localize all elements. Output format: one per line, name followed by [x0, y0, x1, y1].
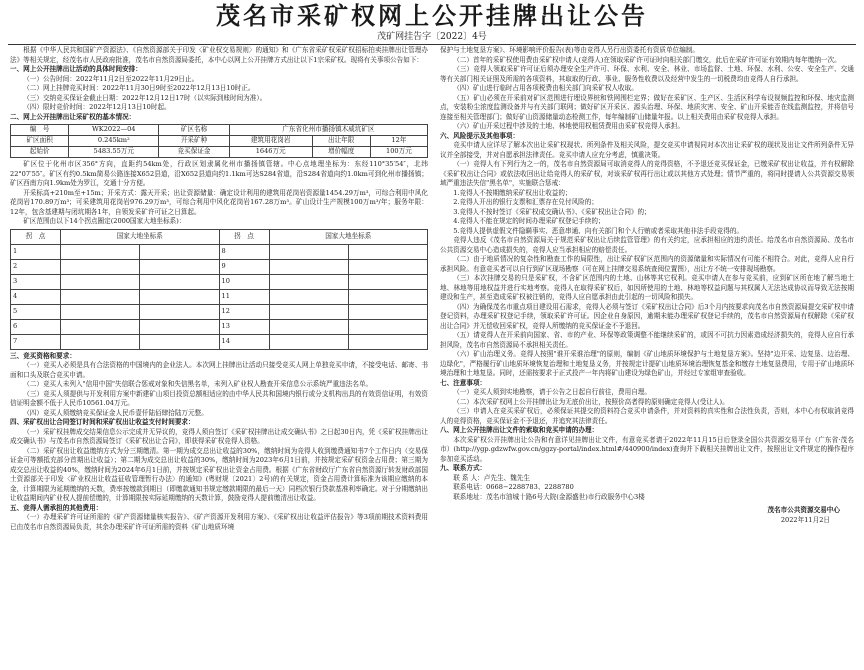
s3-item: （四）竞买人须缴纳竞买保证金人民币壹仟陆佰肆拾陆万元整。	[23, 408, 208, 417]
s4-item: （一）采矿权挂牌成交结果信息公示完成并无异议的，竞得人须自签订《采矿权挂牌出让成交确认书》之日起30日内，凭《采矿权挂牌出让成交确认书》与茂名市自然资源局签订《采矿权出让合同》，即获得采矿权竞得人资格。	[10, 427, 428, 445]
coordinate-table-title: 矿区范围由以下14个拐点圈定(2000国家大地坐标系)：	[23, 217, 186, 225]
value-cell: 12年	[370, 136, 427, 147]
section2-heading: 二、网上公开挂牌出让采矿权的基本情况：	[10, 112, 136, 121]
s6-item: 4.竞得人不能在规定的时间办理采矿权登记手续的；	[453, 217, 605, 225]
value-cell: 5483.55万元	[69, 147, 159, 158]
header-rule	[8, 44, 856, 45]
s3-item: （二）竞买人未列入"信用中国"失信联合惩戒对象和失信黑名单，未列入矿业权人勘查开采信息公示系统严重违法名单。	[23, 380, 373, 388]
point-cell: 6	[11, 319, 61, 334]
mining-paragraph: 开采标高+210m至+15m；开采方式：露天开采；出让资源储量：确定设计利用的建筑用花岗岩资源量1454.29万m³，可综合利用中风化花岗岩170.89万m³；可采建筑用花岗岩976.29万m³，可综合利用中风化花岗岩167.28万m³。矿山设计生产规模100万m³/年；服务年限：12年，包含基建期与闭坑期各1年，自领发采矿许可证之日算起。	[10, 188, 428, 216]
point-cell: 14	[219, 334, 269, 349]
right-column	[440, 46, 854, 525]
value-cell: WK2022—04	[69, 125, 159, 136]
s5-item: （二）首年的采矿权使用费由采矿权申请人(竞得人)在领取采矿许可证时向相关部门缴交，此后在采矿许可证有效期内每年缴纳一次。	[453, 55, 841, 64]
s5-item: （五）矿山必须在开采前对矿区范围进行埋设界桩和铁网围栏定界；做好在采矿区、生产区、生活区科学布设视频监控和环保、地灾监测点，安装粉尘浓度监测设备并与有关部门联网；做好矿区开采区、源头治理、环保、地质灾害、安全、矿山开采能否在线监测监控，并将信号连接至相关管理部门；做好矿山资源储量动态检测工作，每年编制矿山储量年报。以上相关费用由采矿权竞得人承担。	[440, 93, 854, 121]
s6-item: 5.竞得人提供虚假文件隐瞒事实、恶意串通、向有关部门和个人行贿或者采取其他非法手段竞得的。	[453, 226, 744, 235]
label-cell: 起始价	[11, 147, 69, 158]
point-cell: 8	[219, 244, 269, 259]
coordinate-table	[10, 229, 428, 350]
point-cell: 9	[219, 259, 269, 274]
s1-item: （三）交纳竞买保证金截止日期：2022年12月12日17时（以实际到账时间为准）。	[23, 93, 267, 102]
s6-item: （四）为确保茂名市重点项目建设用石需求，竞得人必须与签订《采矿权出让合同》后3个月内按要求向茂名市自然资源局提交采矿权申请登记资料，办理采矿权登记手续，领取采矿许可证。因企业自身原因，逾期未能办理采矿权登记手续的，茂名市自然资源局有权解除《采矿权出让合同》并无偿收回采矿权，竞得人所缴纳的竞买保证金不予退回。	[440, 302, 854, 330]
document-number: 茂矿网挂告字〔2022〕4号	[377, 32, 487, 42]
point-cell: 4	[11, 289, 61, 304]
s1-item: （二）网上挂牌竞买时间：2022年11月30日9时至2022年12月13日10时正。	[23, 84, 255, 92]
section3-heading: 三、竞买资格和要求：	[10, 351, 76, 360]
section4-heading: 四、采矿权出让合同签订时间和采矿权出让收益支付时间要求：	[10, 418, 195, 426]
left-column	[10, 46, 428, 532]
contact-line: 联 系 人：卢先生、魏先生	[453, 473, 530, 482]
intro-paragraph: 根据《中华人民共和国矿产资源法》、《自然资源部关于印发〈矿业权交易规则〉的通知》和《广东省采矿权采矿权招标拍卖挂牌出让管理办法》等相关规定，经茂名市人民政府批准，茂名市自然资源局委托，本中心以网上公开挂牌方式出让以下1宗采矿权。现将有关事项公告如下：	[10, 46, 428, 64]
label-cell: 竞买保证金	[159, 147, 230, 158]
point-cell: 1	[11, 244, 61, 259]
s6-item: 1.竞得人不按期缴纳采矿权出让收益的；	[453, 188, 572, 197]
s7-item: （一）竞买人须到实地勘察，请于公告之日起自行前往，费用自理。	[453, 388, 651, 396]
s5-item: （四）矿山进行临时占用各项税费由相关部门向采矿权人收取。	[453, 84, 638, 92]
s6-item: 竞买申请人应详尽了解本次出让采矿权现状、所列条件及相关风险，提交竞买申请视同对本次出让采矿权的现状及出让文件所列条件无异议并全部接受，并对自愿承担法律责任。竞买申请人应充分考虑，慎重决策。	[440, 141, 854, 159]
point-cell: 11	[219, 289, 269, 304]
point-cell: 7	[11, 334, 61, 349]
s1-item: （四）限时竞价时间：2022年12月13日10时起。	[23, 103, 171, 111]
s6-item: 3.竞得人不按时签订《采矿权成交确认书》、《采矿权出让合同》的；	[453, 207, 651, 216]
s6-item: （二）由于地质情况的复杂性和勘查工作的局限性，出让采矿权矿区范围内的资源储量和实际情况有可能不相符合。对此，竞得人应自行承担风险。有意竞买者可以自行到矿区现场勘察（可在网上挂牌交易系统查阅位置图），出让方不统一安排现场勘察。	[440, 255, 854, 273]
header-cell: 拐 点	[219, 229, 269, 244]
header-cell: 国家大地坐标系	[61, 229, 219, 244]
s7-item: （二）本次采矿权网上公开挂牌出让为无底价出让，按照价高者得的原则确定竞得人(受让人)。	[453, 397, 729, 406]
value-cell: 100万元	[370, 147, 427, 158]
point-cell: 2	[11, 259, 61, 274]
value-cell: 0.245km²	[69, 136, 159, 147]
s6-item: （一）竞得人有下列行为之一的，茂名市自然资源局可取消竞得人的竞得资格，不予退还竞买保证金，已缴采矿权出让收益，并有权解除《采矿权出让合同》或依法收回出让给竞得人的采矿权，对该采矿权再行出让或以其他方式处理；情节严重的，将同时提请人公共资源交易领域严重违法失信"黑名单"，实施联合惩戒：	[440, 160, 854, 187]
location-paragraph: 矿区位于化州市区356°方向，直距约54km处，行政区划隶属化州市播扬镇管辖。中心点地理坐标为：东经110°35′54″，北纬22°07′55″。矿区有约0.5km简易公路连接X652县道，沿X652县道向约1.1km可达S284省道，沿S284省道向约1.0km可到化州市播扬镇；矿区西南方向1.9km处为罗江，交通十分方便。	[10, 160, 428, 187]
s5-continued: 保护与土地复垦方案》、环境影响评价报告(表)等由竞得人另行出资委托有资质单位编制。	[440, 46, 699, 54]
s6-item: （五）请竞得人在开采前向国家、省、市的产业、环保等政策调整不能继续采矿的，或因不可抗力因素造成经济损失的，竞得人应自行承担风险，茂名市自然资源局不承担相关责任。	[440, 331, 854, 349]
s7-item: （三）申请人在竞买采矿权后，必须保证其提交的资料符合竞买申请条件，并对资料的真实性和合法性负责，否则，本中心有权取消竞得人的竞得资格，竞买保证金不予退还，并追究其法律责任。	[440, 407, 854, 425]
value-cell: 广东省化州市播扬镇木威坑矿区	[229, 125, 427, 136]
s5-item: （三）竞得人领取采矿许可证后须办理安全生产许可、环保、水利、安全、林业、市场监督、土地、环保、水利、公安、安全生产、交通等有关部门相关证照及所需的各项资料，其取取的行政、事业、服务性收费以及经营中发生的一切税费均由竞得人自行承担。	[440, 65, 854, 83]
section6-heading: 六、风险提示及其他事项：	[440, 131, 520, 140]
label-cell: 增价幅度	[312, 147, 370, 158]
s5-item: （一）办理采矿许可证所需的《矿产资源储量核实报告》、《矿产资源开发利用方案》、《采矿权出让收益评估报告》等3项前期技术资料费用已由茂名市自然资源局负责，其余办理采矿许可证所需的资料《矿山地质环境	[10, 513, 428, 531]
mine-info-table	[10, 124, 428, 158]
value-cell: 1646万元	[229, 147, 312, 158]
s3-item: （一）竞买人必须是具有合法资格的中国境内的企业法人。本次网上挂牌出让活动只接受竞买人网上单独竞买申请，不接受电话、邮寄、书面和口头及联合竞买申请。	[10, 361, 428, 379]
point-cell: 12	[219, 304, 269, 319]
label-cell: 矿区名称	[159, 125, 230, 136]
signature-org: 茂名市公共资源交易中心	[767, 506, 840, 514]
label-cell: 出让年限	[312, 136, 370, 147]
s6-item: （三）本次挂牌交易的只是采矿权，不含矿区范围内的土地、山林等其它权利。竞买申请人在参与竞买前，应到矿区所在地了解当地土地、林地等用地权益并进行实地考察。竞得人在取得采矿权后，如因所使用的土地、林地等权益问题与其权属人无法达成协议而导致无法按期建设和生产，甚至造成采矿权被注销的，竞得人应自愿承担由此引起的一切风险和损失。	[440, 274, 854, 301]
section9-heading: 九、联系方式：	[440, 464, 487, 472]
s5-item: （六）矿山开采过程中涉及的土地、林地使用权租赁费用由采矿权竞得人承担。	[453, 122, 684, 130]
s6-item: （六）矿山治理义务。竞得人按照"谁开采谁治理"的原则，编制《矿山地质环境保护与土地复垦方案》。坚持"边开采、边复垦、边治理、边绿化"，严格履行矿山地质环境恢复治理和土地复垦义务，并按规定计提矿山地质环境治理恢复基金和缴存土地复垦费用，专用于矿山地质环境治理和土地复垦。同时，还需按要求于正式投产一年内将矿山建设为绿色矿山，并经过专家组审查验收。	[440, 350, 854, 377]
s6-item: 2.竞得人开出的银行支票和汇票存在兑付风险的；	[453, 198, 598, 206]
point-cell: 5	[11, 304, 61, 319]
notice-title: 茂名市采矿权网上公开挂牌出让公告	[216, 1, 648, 30]
s8-item: 本次采矿权公开挂牌出让公告和有意详见挂牌出让文件，有意竞买者请于2022年11月15日后登录全国公共资源交易平台（广东省·茂名市）(http://ygp.gdzwfw.gov.cn/ggzy-portal/index.html#/440900/index)查询并下载相关挂牌出让文件，按照出让文件规定的操作程序参加竞买活动。	[440, 435, 854, 463]
header-cell: 拐 点	[11, 229, 61, 244]
contact-line: 联系电话：0668−2288783、2288780	[453, 483, 574, 491]
value-cell: 建筑用花岗岩	[229, 136, 312, 147]
s3-item: （三）竞买人须提供与开发利用方案中新建矿山项目投资总额相适应的由中华人民共和国境内银行或分支机构出具的有效资信证明，有效资信证明金额不低于人民币10561.04万元。	[10, 389, 428, 407]
s6-item: 竞得人违反《茂名市自然资源局关于规范采矿权出让后续监管管理》的有关约定，应承担相应的违约责任。给茂名市自然资源局、茂名市公共资源交易中心造成损失的，竞得人应当承担相应的赔偿责任。	[440, 236, 854, 254]
section7-heading: 七、注意事项：	[440, 378, 487, 387]
section1-heading: 一、网上公开挂牌出让活动的具体时间安排：	[10, 65, 142, 73]
label-cell: 矿区面积	[11, 136, 69, 147]
contact-line: 联系地址：茂名市油城十路6号大院(金源盛世)市行政服务中心3楼	[453, 492, 645, 501]
header-cell: 国家大地坐标系	[269, 229, 427, 244]
s1-item: （一）公告时间：2022年11月2日至2022年11月29日止。	[23, 74, 199, 83]
point-cell: 13	[219, 319, 269, 334]
section5-heading: 五、竞得人需承担的其他费用：	[10, 503, 103, 512]
s4-item: （二）采矿权出让收益缴纳方式为分三期缴清。第一期为成交总出让收益的30%，缴纳时间为竞得人收到缴费通知书7个工作日内（交易保证金可等额抵充部分首期出让收益）；第二期为成交总出让收益的30%，缴纳时间为2023年6月1日前，并按规定采矿权资金占用费；第三期为成交总出让收益的40%，缴纳时间为2024年6月1日前，并按规定采矿权出让资金占用费。根据《广东省财政厅广东省自然资源厅转发财政部国土资源部关于印发〈矿业权出让收益征收管理暂行办法〉的通知》(粤财规〔2021〕2号)的有关规定，资金占用费计算标准为该期应缴纳的本金，计算期限为延期缴纳的天数，费率按缴款到期日（即缴款通知书规定缴款期限的最后一天）同档次银行贷款基准利率确定。对于分期缴纳出让收益期间内矿业权人提前偿缴的，计算期限按实际延期缴纳的天数计算，鼓励竞得人提前缴清出让收益。	[10, 446, 428, 502]
label-cell: 开采矿种	[159, 136, 230, 147]
section8-heading: 八、网上公开挂牌出让文件的索取和竞买申请的办理：	[440, 426, 599, 434]
point-cell: 3	[11, 274, 61, 289]
signature-date: 2022年11月2日	[780, 515, 830, 524]
point-cell: 10	[219, 274, 269, 289]
label-cell: 编 号	[11, 125, 69, 136]
